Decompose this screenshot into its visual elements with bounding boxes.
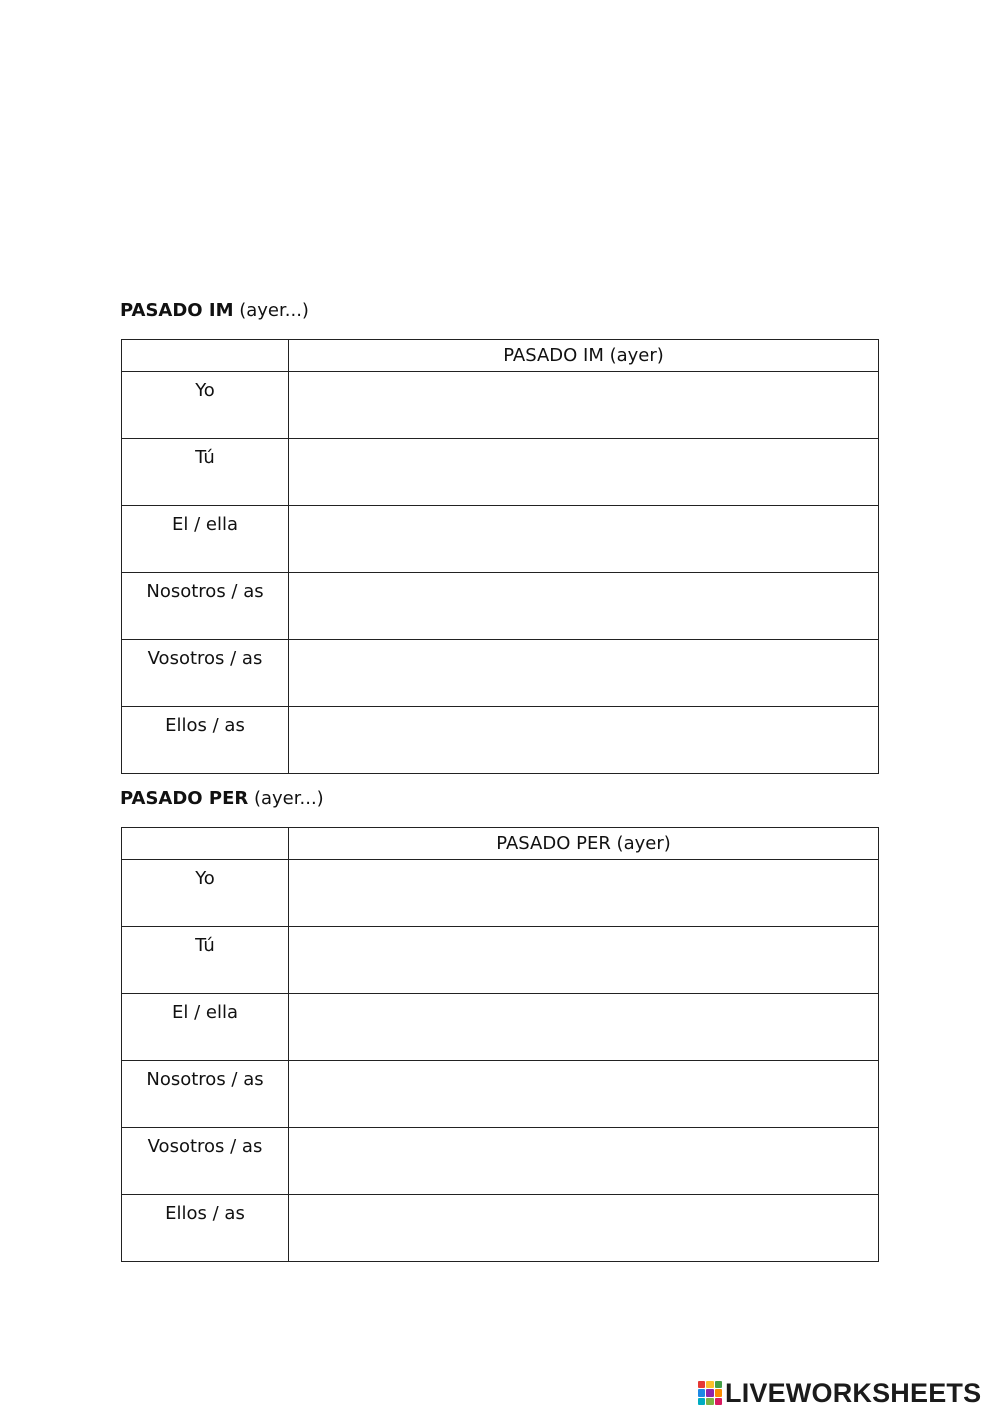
- table-row: [122, 1128, 879, 1195]
- answer-field-ellos[interactable]: [289, 707, 879, 774]
- table-row: [122, 994, 879, 1061]
- pronoun-label: El / ella: [122, 994, 289, 1061]
- answer-field-el-ella[interactable]: [289, 994, 879, 1061]
- logo-text: LIVEWORKSHEETS: [725, 1378, 982, 1408]
- logo-square: [715, 1398, 722, 1405]
- table-row: [122, 372, 879, 439]
- section-heading-title: PASADO IM: [120, 300, 234, 321]
- answer-field-el-ella[interactable]: [289, 506, 879, 573]
- logo-square: [698, 1381, 705, 1388]
- pronoun-label: El / ella: [122, 506, 289, 573]
- section-heading-pasado-im: [120, 299, 309, 323]
- logo-square: [698, 1398, 705, 1405]
- table-row: [122, 506, 879, 573]
- logo-square: [715, 1381, 722, 1388]
- table-row: [122, 1061, 879, 1128]
- answer-field-tu[interactable]: [289, 927, 879, 994]
- pronoun-label: Vosotros / as: [122, 1128, 289, 1195]
- table-header-label: PASADO PER (ayer): [289, 828, 879, 860]
- answer-field-yo[interactable]: [289, 372, 879, 439]
- table-row: [122, 860, 879, 927]
- logo-square: [715, 1389, 722, 1396]
- pronoun-label: Vosotros / as: [122, 640, 289, 707]
- answer-field-nosotros[interactable]: [289, 1061, 879, 1128]
- table-row: [122, 573, 879, 640]
- table-header-row: [122, 340, 879, 372]
- answer-field-vosotros[interactable]: [289, 640, 879, 707]
- pronoun-label: Tú: [122, 439, 289, 506]
- pronoun-label: Tú: [122, 927, 289, 994]
- table-header-label: PASADO IM (ayer): [289, 340, 879, 372]
- logo-square: [706, 1381, 713, 1388]
- answer-field-nosotros[interactable]: [289, 573, 879, 640]
- section-heading-hint: (ayer...): [239, 300, 309, 321]
- pronoun-label: Yo: [122, 372, 289, 439]
- section-heading-title: PASADO PER: [120, 788, 249, 809]
- pronoun-label: Ellos / as: [122, 1195, 289, 1262]
- header-empty-cell: [122, 340, 289, 372]
- logo-square: [706, 1389, 713, 1396]
- answer-field-ellos[interactable]: [289, 1195, 879, 1262]
- pronoun-label: Yo: [122, 860, 289, 927]
- section-heading-hint: (ayer...): [253, 788, 324, 809]
- pronoun-label: Nosotros / as: [122, 573, 289, 640]
- answer-field-yo[interactable]: [289, 860, 879, 927]
- table-row: [122, 439, 879, 506]
- liveworksheets-logo: [698, 1378, 981, 1408]
- table-row: [122, 640, 879, 707]
- logo-square: [698, 1389, 705, 1396]
- table-row: [122, 707, 879, 774]
- logo-grid-icon: [698, 1381, 722, 1405]
- table-row: [122, 927, 879, 994]
- answer-field-vosotros[interactable]: [289, 1128, 879, 1195]
- pronoun-label: Ellos / as: [122, 707, 289, 774]
- header-empty-cell: [122, 828, 289, 860]
- table-row: [122, 1195, 879, 1262]
- conjugation-table-pasado-per: [121, 827, 879, 1262]
- logo-square: [706, 1398, 713, 1405]
- conjugation-table-pasado-im: [121, 339, 879, 774]
- pronoun-label: Nosotros / as: [122, 1061, 289, 1128]
- answer-field-tu[interactable]: [289, 439, 879, 506]
- section-heading-pasado-per: [120, 787, 324, 811]
- table-header-row: [122, 828, 879, 860]
